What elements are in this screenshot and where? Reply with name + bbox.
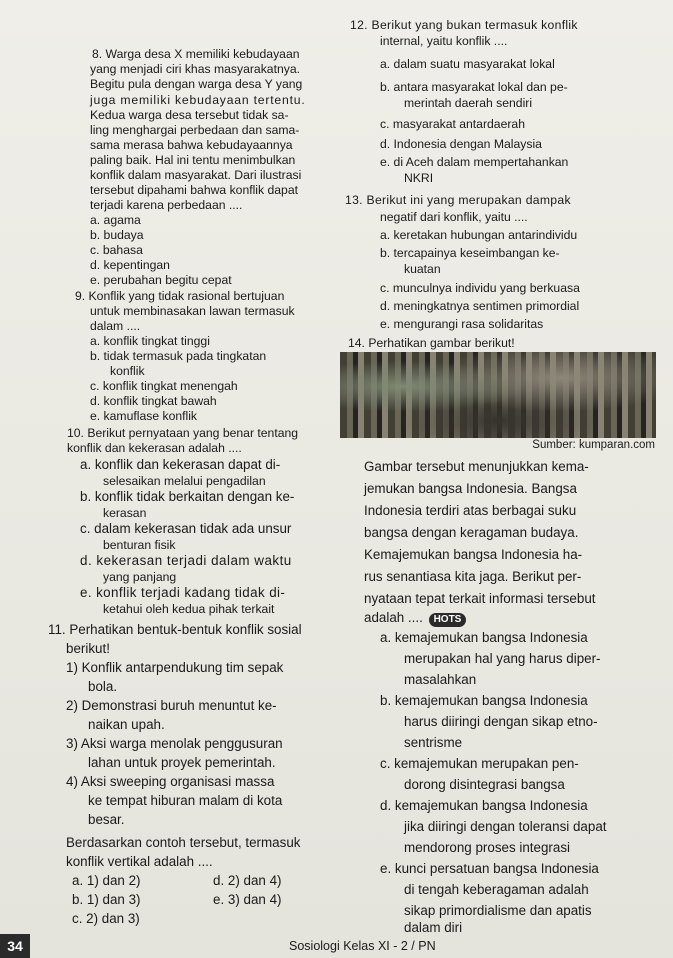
q8-line: paling baik. Hal ini tentu menimbulkan [90, 153, 296, 167]
q14-line: Gambar tersebut menunjukkan kema- [364, 459, 589, 474]
q14-line: nyataan tepat terkait informasi tersebut [364, 591, 596, 606]
page-number: 34 [0, 934, 30, 958]
q14-option-cont: dorong disintegrasi bangsa [404, 777, 565, 792]
q14-line: Kemajemukan bangsa Indonesia ha- [364, 547, 583, 562]
q13-option: e. mengurangi rasa solidaritas [380, 317, 544, 331]
q14-option: d. kemajemukan bangsa Indonesia [380, 798, 588, 813]
q14-option-cont: dalam diri [404, 920, 463, 935]
q10-option-cont: kerasan [103, 506, 147, 520]
q8-line: terjadi karena perbedaan .... [90, 198, 243, 212]
q14-stem: 14. Perhatikan gambar berikut! [348, 336, 515, 350]
q8-line: konflik dalam masyarakat. Dari ilustrasi [90, 168, 302, 182]
q14-option: a. kemajemukan bangsa Indonesia [380, 630, 588, 645]
q14-line: jemukan bangsa Indonesia. Bangsa [364, 481, 577, 496]
q11-item-cont: besar. [88, 812, 125, 827]
q11-item: 3) Aksi warga menolak penggusuran [66, 736, 283, 751]
celebration-photo [340, 352, 656, 438]
q9-option: c. konflik tingkat menengah [90, 379, 238, 393]
q9-option: b. tidak termasuk pada tingkatan [90, 349, 267, 363]
q8-option: b. budaya [90, 228, 144, 242]
q11-item-cont: ke tempat hiburan malam di kota [88, 793, 283, 808]
q12-option: a. dalam suatu masyarakat lokal [380, 57, 555, 71]
q11-option: d. 2) dan 4) [213, 873, 282, 888]
q10-option: e. konflik terjadi kadang tidak di- [80, 585, 286, 600]
q11-line: Berdasarkan contoh tersebut, termasuk [66, 835, 301, 850]
q12-line: internal, yaitu konflik .... [380, 34, 508, 48]
q8-option: c. bahasa [90, 243, 143, 257]
q10-option: a. konflik dan kekerasan dapat di- [80, 457, 281, 472]
q8-line: Kedua warga desa tersebut tidak sa- [90, 108, 289, 122]
q8-option: e. perubahan begitu cepat [90, 273, 232, 287]
q10-option-cont: benturan fisik [103, 538, 176, 552]
q10-option: c. dalam kekerasan tidak ada unsur [80, 521, 292, 536]
q10-line: konflik dan kekerasan adalah .... [67, 441, 242, 455]
q8-option: d. kepentingan [90, 258, 170, 272]
q14-line: rus senantiasa kita jaga. Berikut per- [364, 569, 582, 584]
q12-option: d. Indonesia dengan Malaysia [380, 137, 542, 151]
q11-item: 2) Demonstrasi buruh menuntut ke- [66, 698, 277, 713]
q12-stem: 12. Berikut yang bukan termasuk konflik [350, 18, 578, 32]
q8-line: tersebut dipahami bahwa konflik dapat [90, 183, 298, 197]
q11-line: berikut! [66, 641, 110, 656]
q9-line: untuk membinasakan lawan termasuk [90, 304, 295, 318]
q12-option-cont: merintah daerah sendiri [404, 96, 533, 110]
q10-option: d. kekerasan terjadi dalam waktu [80, 553, 292, 568]
q10-option: b. konflik tidak berkaitan dengan ke- [80, 489, 295, 504]
q11-stem: 11. Perhatikan bentuk-bentuk konflik sosial [48, 622, 302, 637]
q13-line: negatif dari konflik, yaitu .... [380, 210, 528, 224]
q10-option-cont: selesaikan melalui pengadilan [103, 474, 266, 488]
q14-line: Indonesia terdiri atas berbagai suku [364, 503, 577, 518]
q14-option: b. kemajemukan bangsa Indonesia [380, 693, 588, 708]
q13-option: a. keretakan hubungan antarindividu [380, 228, 578, 242]
q9-option: d. konflik tingkat bawah [90, 394, 217, 408]
photo-source: Sumber: kumparan.com [532, 439, 655, 451]
book-title: Sosiologi Kelas XI - 2 / PN [289, 939, 436, 953]
q14-option-cont: di tengah keberagaman adalah [404, 882, 589, 897]
q14-line: bangsa dengan keragaman budaya. [364, 525, 579, 540]
q14-last-line: adalah .... [364, 610, 423, 625]
q11-item-cont: naikan upah. [88, 717, 165, 732]
q11-item: 1) Konflik antarpendukung tim sepak [66, 660, 284, 675]
q14-option-cont: sentrisme [404, 735, 463, 750]
q14-option: c. kemajemukan merupakan pen- [380, 756, 579, 771]
q8-stem: 8. Warga desa X memiliki kebudayaan [92, 47, 300, 61]
q8-line: sama merasa bahwa kebudayaannya [90, 138, 293, 152]
q14-option-cont: mendorong proses integrasi [404, 840, 570, 855]
q8-line: ling menghargai perbedaan dan sama- [90, 123, 300, 137]
q11-item: 4) Aksi sweeping organisasi massa [66, 774, 275, 789]
q9-option-cont: konflik [110, 364, 145, 378]
q13-option: d. meningkatnya sentimen primordial [380, 299, 580, 313]
q11-option: b. 1) dan 3) [72, 892, 141, 907]
q12-option: e. di Aceh dalam mempertahankan [380, 155, 569, 169]
q9-stem: 9. Konflik yang tidak rasional bertujuan [75, 289, 285, 303]
q10-option-cont: yang panjang [103, 570, 177, 584]
q14-option-cont: merupakan hal yang harus diper- [404, 651, 601, 666]
q9-option: a. konflik tingkat tinggi [90, 334, 210, 348]
q14-option: e. kunci persatuan bangsa Indonesia [380, 861, 599, 876]
q13-option-cont: kuatan [404, 262, 441, 276]
hots-badge: HOTS [429, 613, 467, 627]
q14-option-cont: sikap primordialisme dan apatis [404, 903, 592, 918]
q12-option: b. antara masyarakat lokal dan pe- [380, 80, 568, 94]
q10-option-cont: ketahui oleh kedua pihak terkait [103, 602, 275, 616]
q13-option: b. tercapainya keseimbangan ke- [380, 246, 560, 260]
q12-option: c. masyarakat antardaerah [380, 117, 525, 131]
q13-option: c. munculnya individu yang berkuasa [380, 281, 580, 295]
q9-line: dalam .... [90, 319, 141, 333]
q14-option-cont: harus diiringi dengan sikap etno- [404, 714, 598, 729]
q11-option: a. 1) dan 2) [72, 873, 141, 888]
q11-item-cont: bola. [88, 679, 118, 694]
q8-line: yang menjadi ciri khas masyarakatnya. [90, 62, 300, 76]
q11-line: konflik vertikal adalah .... [66, 854, 213, 869]
q8-option: a. agama [90, 213, 141, 227]
q8-line: Begitu pula dengan warga desa Y yang [90, 77, 303, 91]
q12-option-cont: NKRI [404, 171, 434, 185]
q10-stem: 10. Berikut pernyataan yang benar tentang [67, 426, 299, 440]
q11-item-cont: lahan untuk proyek pemerintah. [88, 755, 276, 770]
q14-option-cont: masalahkan [404, 672, 477, 687]
q8-line: juga memiliki kebudayaan tertentu. [90, 93, 306, 107]
q11-option: e. 3) dan 4) [213, 892, 282, 907]
q14-line [364, 610, 466, 627]
q11-option: c. 2) dan 3) [72, 911, 140, 926]
q9-option: e. kamuflase konflik [90, 409, 198, 423]
q14-option-cont: jika diiringi dengan toleransi dapat [404, 819, 607, 834]
q13-stem: 13. Berikut ini yang merupakan dampak [345, 193, 571, 207]
